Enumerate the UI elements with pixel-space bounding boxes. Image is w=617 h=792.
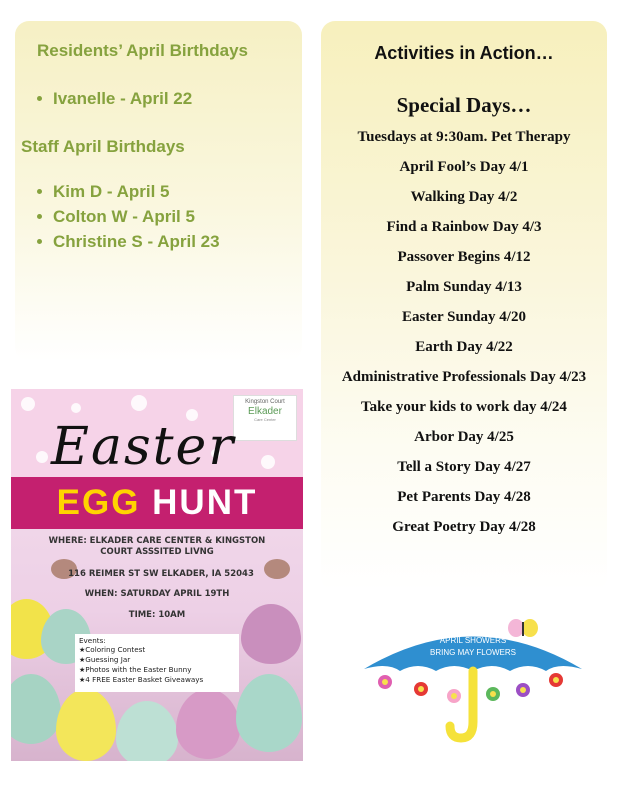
list-item: Ivanelle - April 22 [37,86,192,111]
list-item: Pet Parents Day 4/28 [397,489,531,505]
logo-name-text: Elkader [248,406,282,417]
kingston-court-logo [233,395,297,441]
list-item: Walking Day 4/2 [410,189,518,205]
flyer-where: WHERE: ELKADER CARE CENTER & KINGSTON COURT ASSSITED LIVNG [48,536,266,557]
blossom-decoration [36,451,48,463]
flyer-address: 116 REIMER ST SW ELKADER, IA 52043 [68,569,254,579]
list-item: ★ 4 FREE Easter Basket Giveaways [79,675,235,685]
staff-birthday-list [37,179,220,254]
list-item: ★ Photos with the Easter Bunny [79,665,235,675]
logo-sub-text: Care Center [254,417,276,422]
blossom-decoration [261,455,275,469]
butterfly-icon [508,619,538,637]
easter-egg-hunt-flyer [11,389,303,761]
flower-icon [549,673,563,687]
events-title: Events: [79,636,106,645]
residents-birthday-list [37,86,192,111]
birthday-panel [15,21,302,361]
umbrella-handle [450,671,473,738]
easter-script-title: Easter [51,417,236,477]
events-box [75,634,239,692]
list-item: Palm Sunday 4/13 [406,279,522,295]
flower-icon [486,687,500,701]
egg-hunt-title [11,483,303,523]
list-item: Earth Day 4/22 [415,339,513,355]
flyer-when: WHEN: SATURDAY APRIL 19TH [84,589,230,599]
flyer-time: TIME: 10AM [128,610,186,620]
list-item: Passover Begins 4/12 [397,249,531,265]
special-days-heading: Special Days… [396,93,532,117]
flower-icon [378,675,392,689]
blossom-decoration [21,397,35,411]
list-item: Administrative Professionals Day 4/23 [341,369,587,385]
flower-icon [414,682,428,696]
umbrella-line1: APRIL SHOWERS [439,636,507,645]
egg-word: EGG [56,483,141,522]
list-item: Tuesdays at 9:30am. Pet Therapy [357,129,571,145]
activities-heading: Activities in Action… [374,43,554,63]
list-item: ★ Guessing Jar [79,655,235,665]
staff-birthdays-heading: Staff April Birthdays [21,137,185,156]
list-item: April Fool’s Day 4/1 [399,159,529,175]
flower-icon [516,683,530,697]
logo-top-text: Kingston Court [245,399,285,405]
list-item: Great Poetry Day 4/28 [392,519,536,535]
special-days-list [329,129,599,549]
list-item: Arbor Day 4/25 [414,429,514,445]
list-item: Colton W - April 5 [37,204,220,229]
list-item: Christine S - April 23 [37,229,220,254]
umbrella-clipart [358,614,588,749]
list-item: Find a Rainbow Day 4/3 [386,219,542,235]
blossom-decoration [71,403,81,413]
umbrella-line2: BRING MAY FLOWERS [430,648,516,657]
list-item: Take your kids to work day 4/24 [361,399,567,415]
hunt-word: HUNT [152,483,258,522]
list-item: Easter Sunday 4/20 [402,309,526,325]
list-item: Kim D - April 5 [37,179,220,204]
list-item: Tell a Story Day 4/27 [397,459,531,475]
blossom-decoration [131,395,147,411]
list-item: ★ Coloring Contest [79,645,235,655]
flower-icon [447,689,461,703]
residents-birthdays-heading: Residents’ April Birthdays [37,41,248,60]
activities-panel [321,21,607,591]
